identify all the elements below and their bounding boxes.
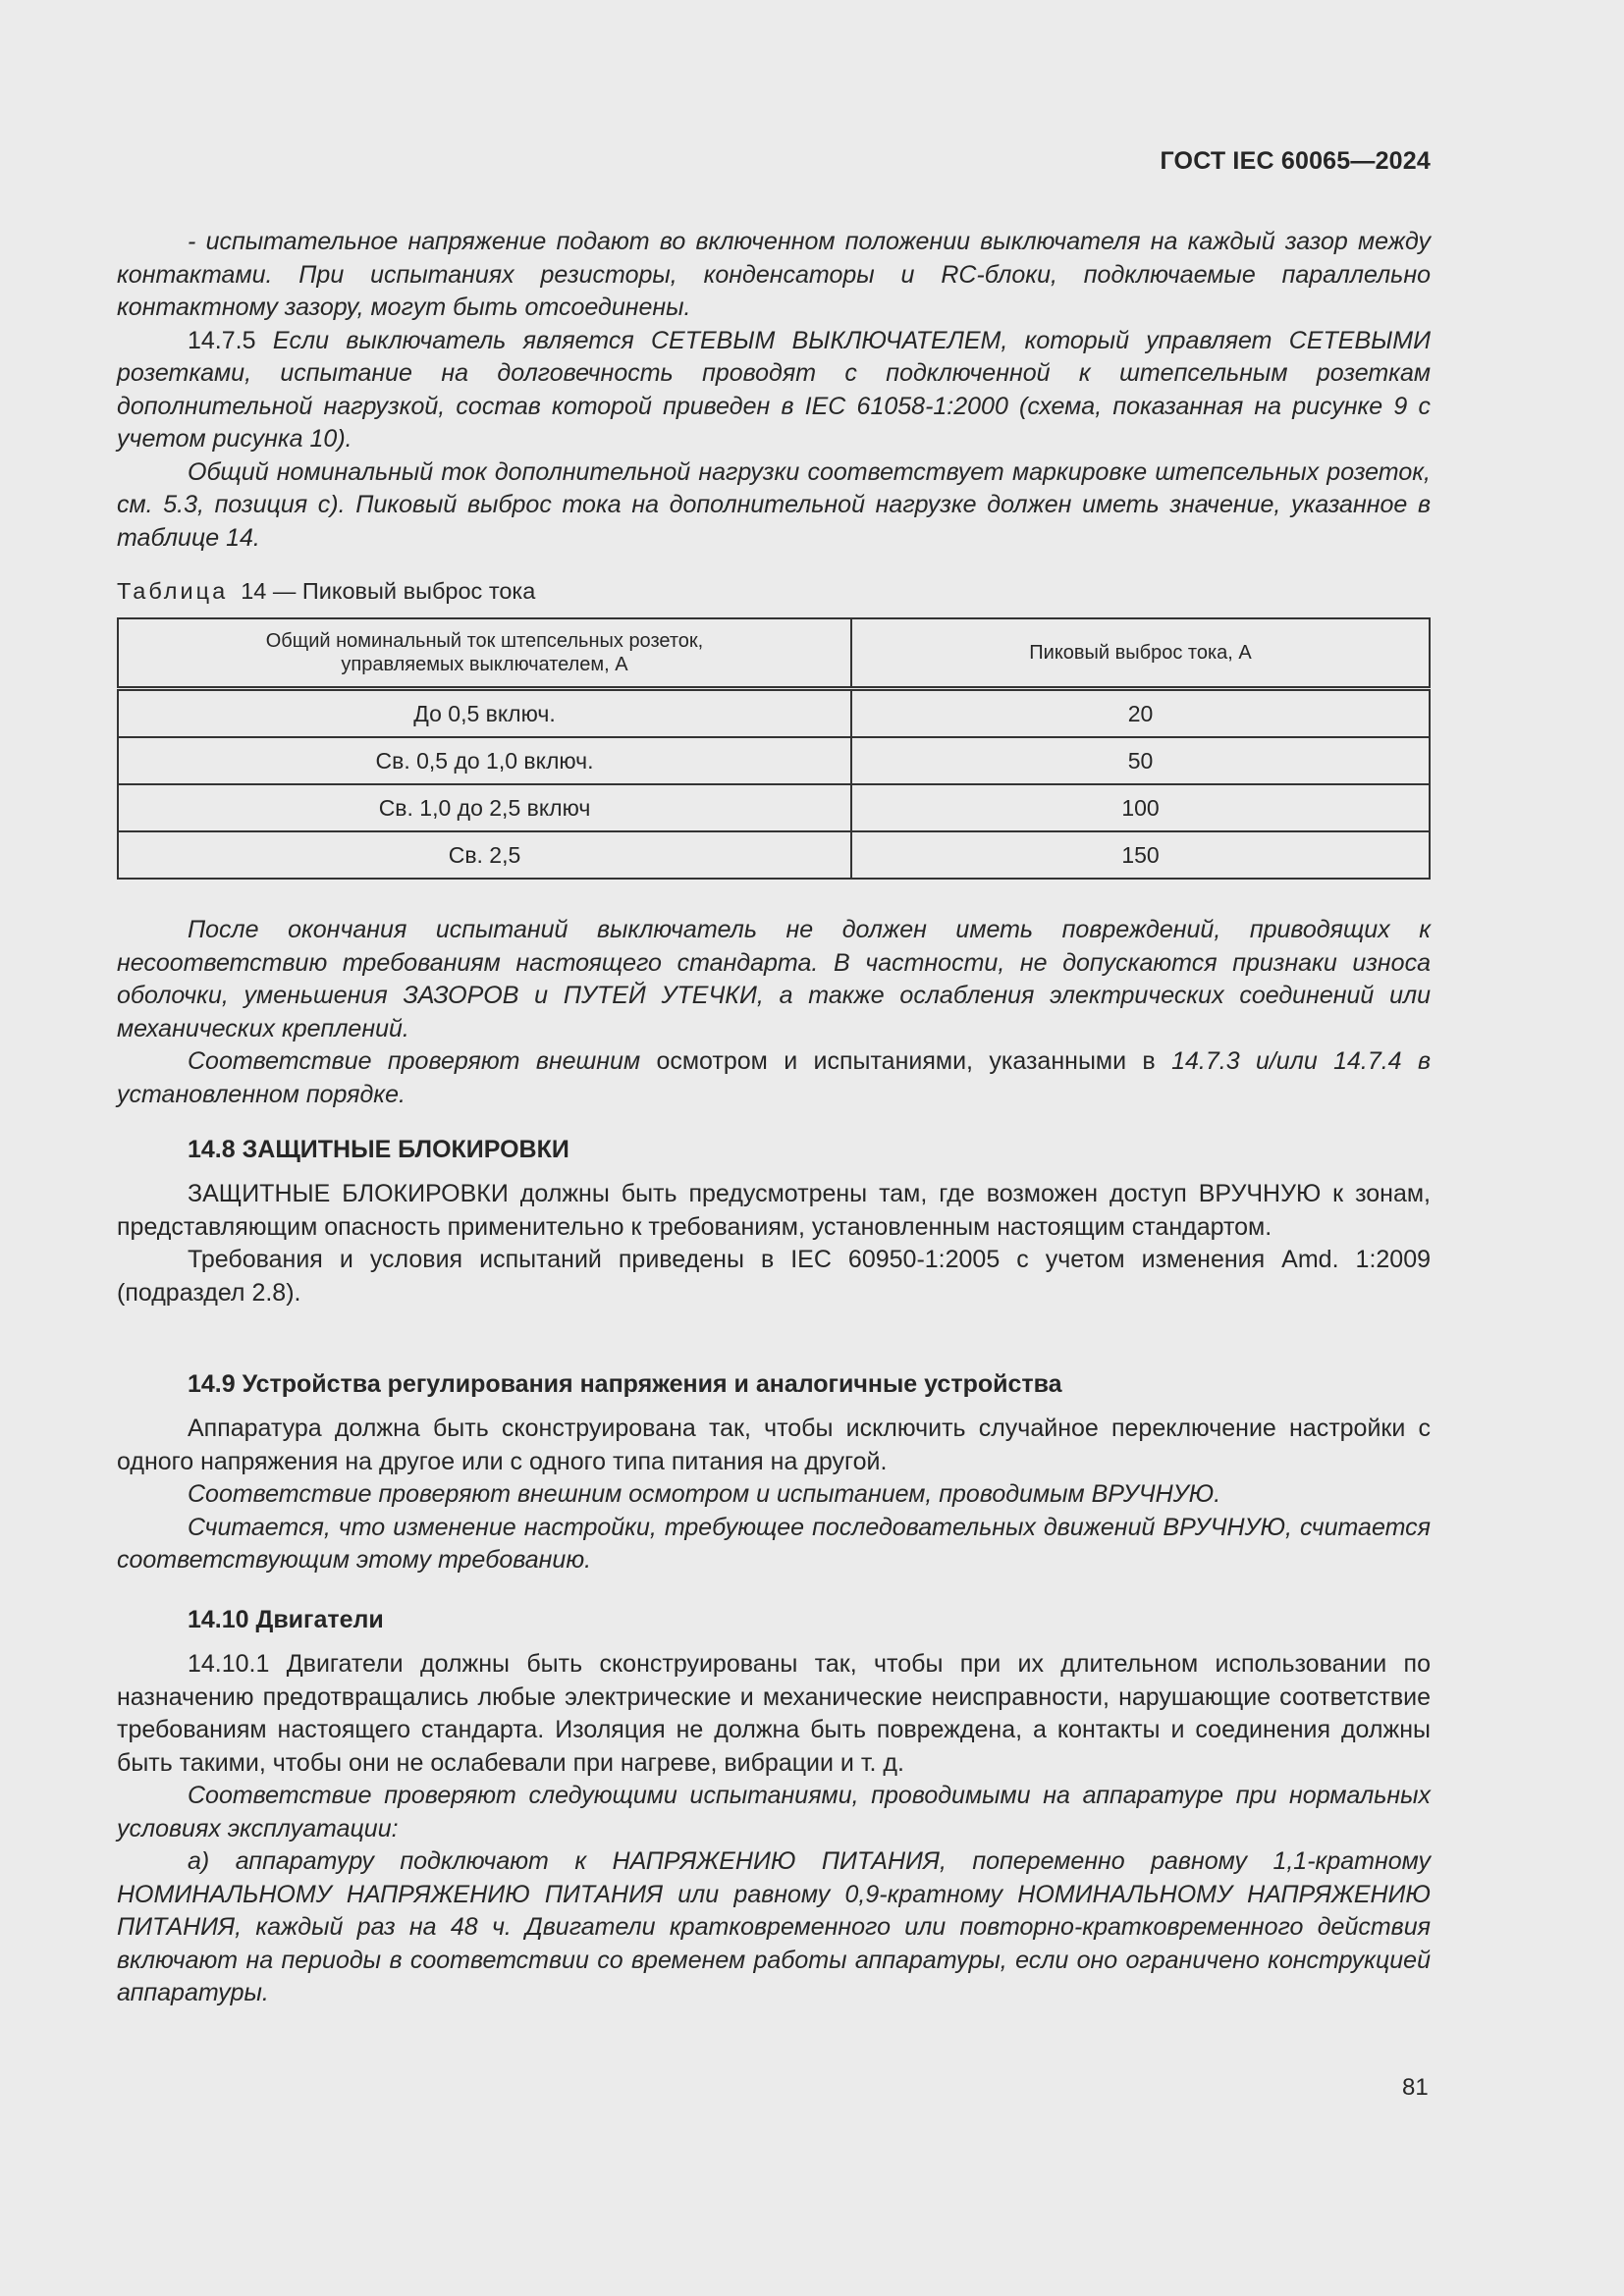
- text-span: 14.7.3 и/или 14.7.4 в установленном порядке.: [117, 1047, 1431, 1108]
- section-14-10: [117, 1604, 1431, 2010]
- section-title: 14.9 Устройства регулирования напряжения и аналогичные устройства: [188, 1370, 1062, 1398]
- paragraph: После окончания испытаний выключатель не должен иметь повреждений, приводящих к несоответствию требованиям настоящего стандарта. В частности, не допускаются признаки износа оболочки, уменьшения ЗАЗОРОВ и ПУТЕЙ УТЕЧКИ, а также ослабления электрических соединений или механических креплений.: [117, 916, 1431, 1042]
- table-cell: Св. 0,5 до 1,0 включ.: [118, 737, 851, 784]
- table-row: [118, 689, 1430, 738]
- paragraph: Считается, что изменение настройки, требующее последовательных движений ВРУЧНУЮ, считается соответствующим этому требованию.: [117, 1513, 1431, 1574]
- paragraph: Общий номинальный ток дополнительной нагрузки соответствует маркировке штепсельных розеток, см. 5.3, позиция с). Пиковый выброс тока на дополнительной нагрузке должен иметь значение, указанное в таблице 14.: [117, 457, 1431, 552]
- paragraph: [117, 1045, 1431, 1111]
- table-header-row: [118, 618, 1430, 689]
- paragraph: Соответствие проверяют следующими испытаниями, проводимыми на аппаратуре при нормальных условиях эксплуатации:: [117, 1782, 1431, 1842]
- table-row: [118, 737, 1430, 784]
- table-caption-text: 14 — Пиковый выброс тока: [241, 578, 536, 604]
- document-id: ГОСТ IEC 60065—2024: [1160, 147, 1431, 175]
- section-14-9: [117, 1368, 1431, 1577]
- peak-current-table: [117, 617, 1431, 880]
- paragraph: ЗАЩИТНЫЕ БЛОКИРОВКИ должны быть предусмотрены там, где возможен доступ ВРУЧНУЮ к зонам, представляющим опасность применительно к требованиям, установленным настоящим стандартом.: [117, 1180, 1431, 1241]
- paragraph: Соответствие проверяют внешним осмотром и испытанием, проводимым ВРУЧНУЮ.: [188, 1480, 1221, 1508]
- page-number: 81: [1402, 2074, 1429, 2101]
- table-row: [118, 831, 1430, 879]
- table-cell: 20: [851, 689, 1430, 738]
- intro-section: [117, 226, 1431, 555]
- table-header-cell: Общий номинальный ток штепсельных розеток, управляемых выключателем, А: [118, 618, 851, 689]
- table-caption-label: Таблица: [117, 578, 229, 604]
- paragraph: Требования и условия испытаний приведены в IEC 60950-1:2005 с учетом изменения Amd. 1:2009 (подраздел 2.8).: [117, 1246, 1431, 1307]
- table-cell: 50: [851, 737, 1430, 784]
- clause-text: Если выключатель является СЕТЕВЫМ ВЫКЛЮЧАТЕЛЕМ, который управляет СЕТЕВЫМИ розетками, испытание на долговечность проводят с подключенной к штепсельным розеткам дополнительной нагрузкой, состав которой приведен в IEC 61058-1:2000 (схема, показанная на рисунке 9 с учетом рисунка 10).: [117, 326, 1431, 453]
- table-cell: До 0,5 включ.: [118, 689, 851, 738]
- paragraph: - испытательное напряжение подают во включенном положении выключателя на каждый зазор между контактами. При испытаниях резисторы, конденсаторы и RC-блоки, подключаемые параллельно контактному зазору, могут быть отсоединены.: [117, 228, 1431, 321]
- text-span: осмотром и испытаниями, указанными в: [656, 1047, 1156, 1075]
- clause-number: 14.7.5: [188, 326, 256, 354]
- text-span: Соответствие проверяют внешним: [188, 1047, 641, 1075]
- paragraph: 14.10.1 Двигатели должны быть сконструированы так, чтобы при их длительном использовании по назначению предотвращались любые электрические и механические неисправности, нарушающие соответствие требованиям настоящего стандарта. Изоляция не должна быть повреждена, а контакты и соединения должны быть такими, чтобы они не ослабевали при нагреве, вибрации и т. д.: [117, 1650, 1431, 1777]
- table-cell: 150: [851, 831, 1430, 879]
- section-14-8: [117, 1134, 1431, 1309]
- table-cell: 100: [851, 784, 1430, 831]
- clause-14-7-5: [117, 325, 1431, 456]
- table-cell: Св. 2,5: [118, 831, 851, 879]
- table-row: [118, 784, 1430, 831]
- table-caption: [117, 576, 1431, 606]
- paragraph: а) аппаратуру подключают к НАПРЯЖЕНИЮ ПИТАНИЯ, попеременно равному 1,1-кратному НОМИНАЛЬНОМУ НАПРЯЖЕНИЮ ПИТАНИЯ или равному 0,9-кратному НОМИНАЛЬНОМУ НАПРЯЖЕНИЮ ПИТАНИЯ, каждый раз на 48 ч. Двигатели кратковременного или повторно-кратковременного действия включают на периоды в соответствии со временем работы аппаратуры, если оно ограничено конструкцией аппаратуры.: [117, 1847, 1431, 2006]
- paragraph: Аппаратура должна быть сконструирована так, чтобы исключить случайное переключение настройки с одного напряжения на другое или с одного типа питания на другой.: [117, 1415, 1431, 1475]
- after-table-section: [117, 914, 1431, 1111]
- table-cell: Св. 1,0 до 2,5 включ: [118, 784, 851, 831]
- table-header-cell: Пиковый выброс тока, А: [851, 618, 1430, 689]
- section-title: 14.10 Двигатели: [188, 1606, 384, 1633]
- section-title: 14.8 ЗАЩИТНЫЕ БЛОКИРОВКИ: [188, 1136, 569, 1163]
